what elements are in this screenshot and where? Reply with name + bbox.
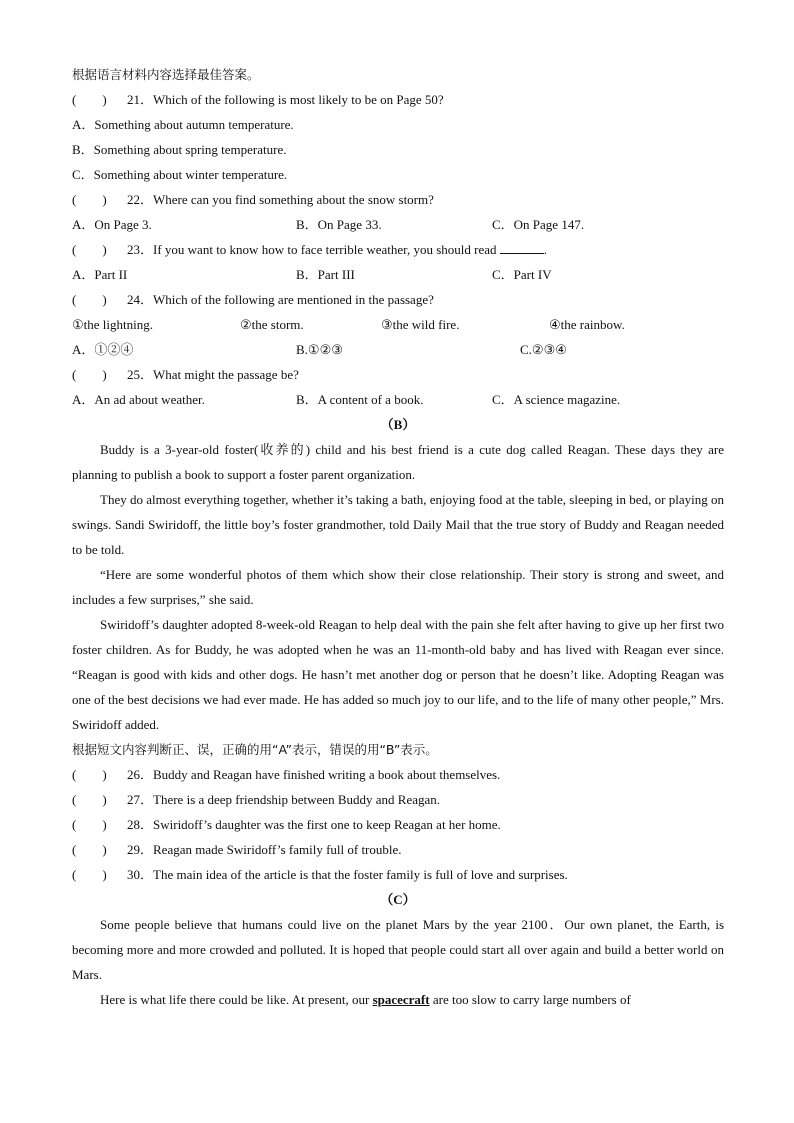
item-24-3: ③the wild fire. — [381, 317, 460, 332]
passage-b-paragraph-1: Buddy is a 3-year-old foster(收养的) child and his best friend is a cute dog called Reagan. These days they are planning to publish a book to support a foster parent organization. — [72, 442, 724, 482]
answer-blank[interactable]: ( ) — [72, 292, 107, 307]
option-22b: B．On Page 33. — [296, 217, 382, 232]
question-27: ( ) 27．There is a deep friendship between Buddy and Reagan. — [72, 787, 724, 812]
answer-blank[interactable]: ( ) — [72, 192, 107, 207]
question-28: ( ) 28．Swiridoff’s daughter was the first one to keep Reagan at her home. — [72, 812, 724, 837]
section-heading-b: （B） — [380, 417, 416, 432]
answer-blank[interactable]: ( ) — [72, 367, 107, 382]
option-22a: A．On Page 3. — [72, 217, 152, 232]
question-25: ( ) 25．What might the passage be? — [72, 362, 724, 387]
underlined-word: spacecraft — [372, 992, 430, 1007]
fill-blank-line[interactable] — [500, 239, 544, 254]
question-29: ( ) 29．Reagan made Swiridoff’s family full of trouble. — [72, 837, 724, 862]
option-23c: C．Part IV — [492, 267, 552, 282]
instruction-heading: 根据语言材料内容选择最佳答案。 — [72, 67, 260, 82]
option-24c: C.②③④ — [520, 342, 567, 357]
option-22c: C．On Page 147. — [492, 217, 585, 232]
question-23: ( ) 23．If you want to know how to face terrible weather, you should read . — [72, 237, 724, 262]
question-24: ( ) 24．Which of the following are mentioned in the passage? — [72, 287, 724, 312]
items-24 — [72, 312, 724, 337]
options-23 — [72, 262, 724, 287]
instruction-true-false: 根据短文内容判断正、误，正确的用“A”表示，错误的用“B”表示。 — [72, 742, 438, 757]
section-heading-c: （C） — [380, 892, 416, 907]
question-21: ( ) 21．Which of the following is most likely to be on Page 50? — [72, 87, 724, 112]
item-24-4: ④the rainbow. — [549, 317, 625, 332]
option-21c: C．Something about winter temperature. — [72, 167, 288, 182]
passage-c-paragraph-2: Here is what life there could be like. At present, our spacecraft are too slow to carry large numbers of — [100, 992, 631, 1007]
answer-blank[interactable]: ( ) — [72, 792, 107, 807]
answer-blank[interactable]: ( ) — [72, 92, 107, 107]
question-26: ( ) 26．Buddy and Reagan have finished writing a book about themselves. — [72, 762, 724, 787]
passage-b-paragraph-4: Swiridoff’s daughter adopted 8-week-old Reagan to help deal with the pain she felt after having to give up her first two foster children. As for Buddy, he was adopted when he was an 11-month-old baby and has lived with Reagan ever since. “Reagan is good with kids and other dogs. He hasn’t met another dog or person that he doesn’t like. Adopting Reagan was one of the best decisions we had ever made. He has added so much joy to our life, and to the life of many other people,” Mrs. Swiridoff added. — [72, 617, 724, 732]
answer-blank[interactable]: ( ) — [72, 842, 107, 857]
answer-blank[interactable]: ( ) — [72, 242, 107, 257]
option-25b: B．A content of a book. — [296, 392, 424, 407]
passage-b-paragraph-3: “Here are some wonderful photos of them which show their close relationship. Their story is strong and sweet, and includes a few surprises,” she said. — [72, 567, 724, 607]
item-24-1: ①the lightning. — [72, 317, 153, 332]
option-25c: C．A science magazine. — [492, 392, 621, 407]
question-30: ( ) 30．The main idea of the article is that the foster family is full of love and surprises. — [72, 862, 724, 887]
passage-b-paragraph-2: They do almost everything together, whether it’s taking a bath, enjoying food at the table, sleeping in bed, or playing on swings. Sandi Swiridoff, the little boy’s foster grandmother, told Daily Mail that the true story of Buddy and Reagan needed to be told. — [72, 492, 724, 557]
option-21b: B．Something about spring temperature. — [72, 142, 287, 157]
option-23a: A．Part II — [72, 267, 128, 282]
option-23b: B．Part III — [296, 267, 355, 282]
options-25 — [72, 387, 724, 412]
option-25a: A．An ad about weather. — [72, 392, 205, 407]
passage-c-paragraph-1: Some people believe that humans could live on the planet Mars by the year 2100．Our own planet, the Earth, is becoming more and more crowded and polluted. It is hoped that people could start all over again and build a better world on Mars. — [72, 917, 724, 982]
answer-blank[interactable]: ( ) — [72, 867, 107, 882]
option-24a: A．①②④ — [72, 342, 134, 357]
options-22 — [72, 212, 724, 237]
question-22: ( ) 22．Where can you find something about the snow storm? — [72, 187, 724, 212]
option-24b: B.①②③ — [296, 342, 343, 357]
options-24 — [72, 337, 724, 362]
option-21a: A．Something about autumn temperature. — [72, 117, 294, 132]
answer-blank[interactable]: ( ) — [72, 767, 107, 782]
exam-content — [72, 62, 724, 1012]
item-24-2: ②the storm. — [240, 317, 304, 332]
answer-blank[interactable]: ( ) — [72, 817, 107, 832]
